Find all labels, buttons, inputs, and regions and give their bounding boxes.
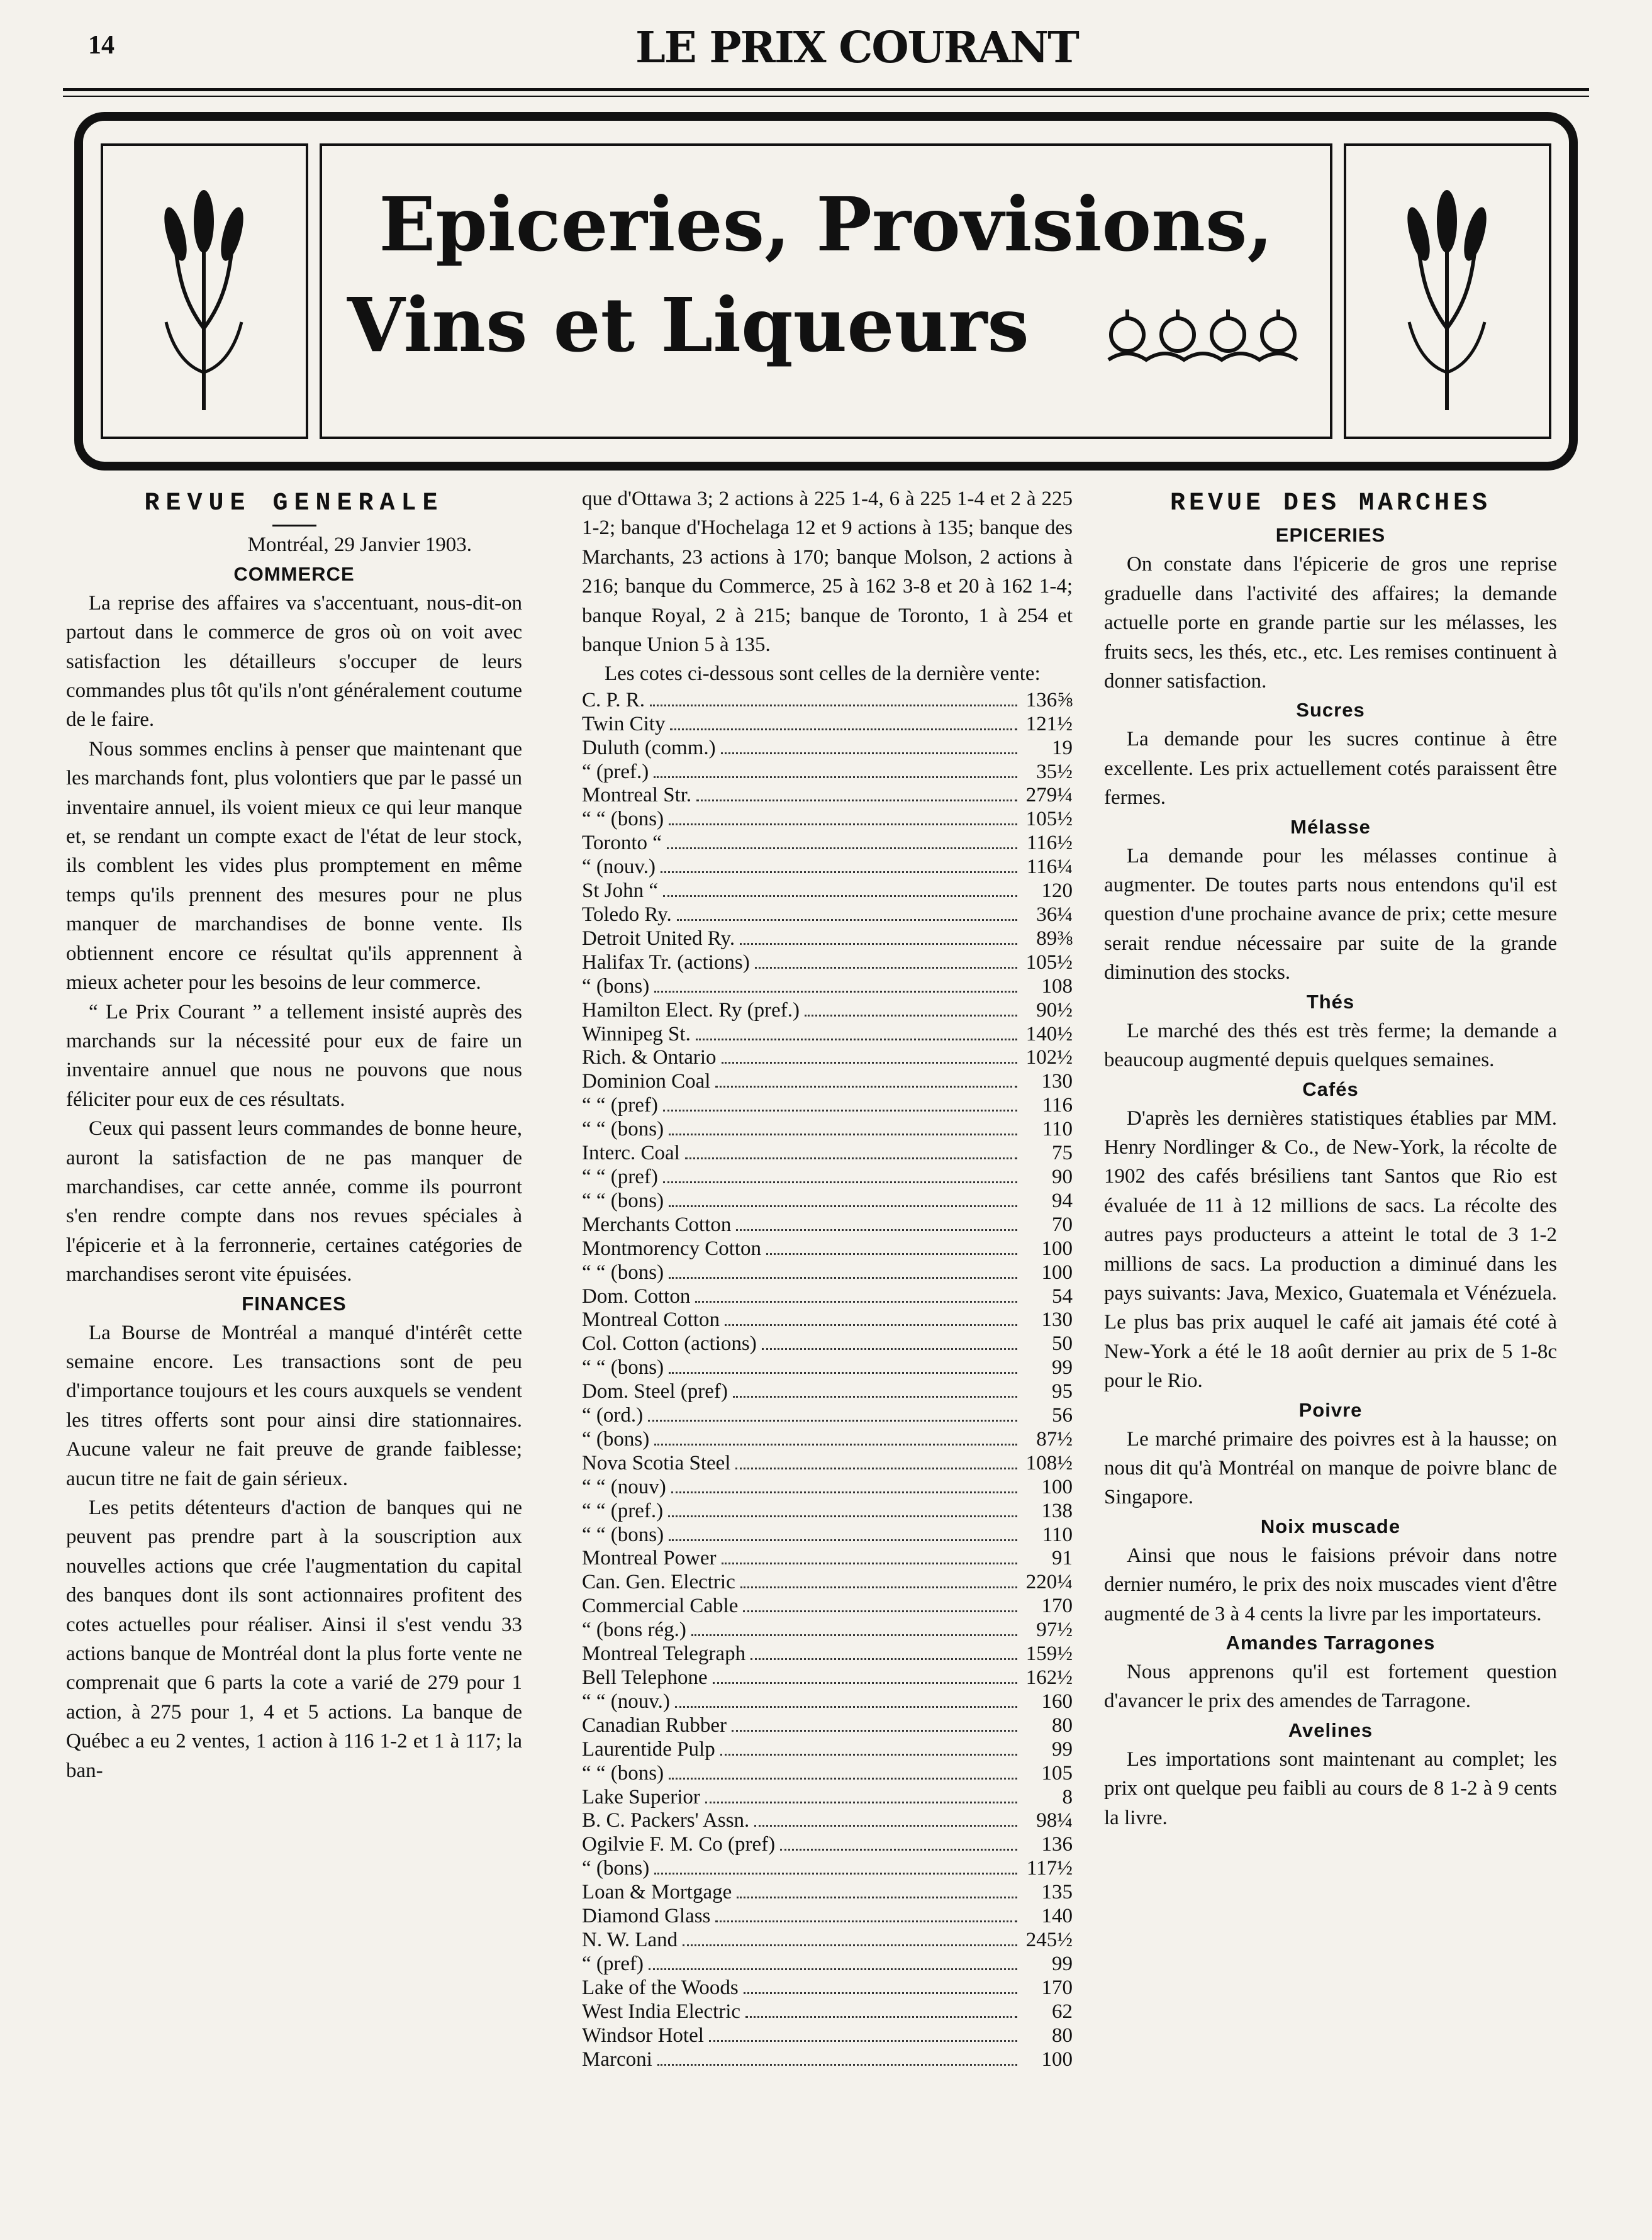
dot-leader — [654, 776, 1017, 778]
quote-row — [582, 761, 1073, 784]
dot-leader — [740, 943, 1017, 945]
quote-row — [582, 1380, 1073, 1404]
quote-value: 160 — [1041, 1690, 1073, 1713]
quote-name: “ “ (pref.) — [582, 1499, 664, 1522]
quote-name: “ “ (bons) — [582, 1261, 664, 1284]
dot-leader — [755, 967, 1017, 969]
quote-value: 98¼ — [1036, 1809, 1073, 1832]
market-section-title: Mélasse — [1290, 815, 1371, 838]
quote-value: 70 — [1052, 1213, 1073, 1236]
market-section-title: Amandes Tarragones — [1225, 1632, 1436, 1654]
quote-name: “ (bons rég.) — [582, 1619, 686, 1642]
quote-value: 89⅜ — [1036, 927, 1073, 950]
quote-name: Duluth (comm.) — [582, 736, 716, 759]
market-section-title: Sucres — [1296, 699, 1365, 722]
quote-value: 279¼ — [1025, 784, 1073, 807]
quote-name: “ “ (pref) — [582, 1094, 658, 1117]
quote-value: 116¼ — [1026, 855, 1073, 879]
dot-leader — [654, 1873, 1017, 1875]
quote-row — [582, 1666, 1073, 1690]
quote-name: Halifax Tr. (actions) — [582, 950, 750, 974]
commerce-paragraph: Nous sommes enclins à penser que maintenant que les marchands font, plus volontiers que par le passé un inventaire annuel, ils voient mieux ce qui leur manque et, se rendant un compte exact de l'état de leur stock, ils comblent les vides plus promptement en même temps qu'ils prennent des mesures pour ne plus manquer de marchandises de bonne vente. Ils obtiennent encore ce résultat qu'ils apprennent à mieux acheter pour les besoins de leur commerce. — [66, 737, 522, 995]
dot-leader — [650, 705, 1017, 706]
market-section-text: Le marché des thés est très ferme; la demande a beaucoup augmenté depuis quelques semaines. — [1104, 1019, 1557, 1072]
market-section-text: Nous apprenons qu'il est fortement question d'avancer le prix des amendes de Tarragone. — [1104, 1661, 1557, 1713]
quote-name: “ (nouv.) — [582, 855, 656, 879]
quote-value: 94 — [1052, 1189, 1073, 1212]
quote-row — [582, 1094, 1073, 1118]
quote-name: Bell Telephone — [582, 1666, 708, 1689]
quote-row — [582, 975, 1073, 999]
quote-row — [582, 879, 1073, 903]
market-section-text: La demande pour les sucres continue à être excellente. Les prix actuellement cotés paraissent être fermes. — [1104, 728, 1557, 810]
quote-name: “ (ord.) — [582, 1404, 644, 1427]
quote-value: 220¼ — [1025, 1571, 1073, 1594]
page-number: 14 — [88, 31, 114, 60]
dot-leader — [671, 1491, 1017, 1493]
quote-name: “ (pref.) — [582, 760, 649, 783]
market-section-title: Thés — [1306, 990, 1355, 1013]
quote-value: 100 — [1041, 1261, 1073, 1284]
quote-value: 140 — [1041, 1905, 1073, 1928]
quote-row — [582, 784, 1073, 808]
quote-name: Rich. & Ontario — [582, 1046, 717, 1069]
quote-value: 100 — [1041, 2048, 1073, 2071]
dot-leader — [695, 1301, 1017, 1303]
quote-row — [582, 2048, 1073, 2072]
quote-name: Merchants Cotton — [582, 1213, 732, 1236]
quote-value: 170 — [1041, 1976, 1073, 1999]
quote-value: 120 — [1041, 879, 1073, 903]
market-sections — [1104, 696, 1557, 1832]
quote-value: 19 — [1052, 736, 1073, 759]
quote-value: 50 — [1052, 1332, 1073, 1356]
quote-row — [582, 689, 1073, 713]
quote-row — [582, 1809, 1073, 1833]
quote-name: “ “ (bons) — [582, 1761, 664, 1785]
market-section-title: Noix muscade — [1260, 1515, 1401, 1537]
quote-name: N. W. Land — [582, 1928, 678, 1951]
dot-leader — [663, 895, 1017, 897]
quote-name: “ “ (bons) — [582, 1189, 664, 1212]
quote-name: Detroit United Ry. — [582, 927, 735, 950]
dot-leader — [743, 1610, 1017, 1612]
quote-value: 136⅝ — [1025, 688, 1073, 711]
dot-leader — [709, 2040, 1017, 2042]
dot-leader — [683, 1944, 1017, 1946]
quote-value: 99 — [1052, 1737, 1073, 1761]
quote-name: Lake of the Woods — [582, 1976, 739, 1999]
header-rule-thin — [63, 96, 1589, 97]
quote-row — [582, 1524, 1073, 1547]
quote-value: 95 — [1052, 1380, 1073, 1403]
quote-row — [582, 1881, 1073, 1905]
dot-leader — [675, 1706, 1017, 1708]
commerce-heading: COMMERCE — [233, 562, 355, 585]
quote-value: 117½ — [1026, 1857, 1073, 1880]
dot-leader — [720, 1754, 1017, 1756]
market-section-text: Le marché primaire des poivres est à la hausse; on nous dit qu'à Montréal on manque de poivre blanc de Singapore. — [1104, 1427, 1557, 1509]
quote-value: 90½ — [1036, 998, 1073, 1022]
quote-row — [582, 1953, 1073, 1976]
market-section-text: D'après les dernières statistiques établies par MM. Henry Nordlinger & Co., de New-York, la récolte de 1902 des cafés brésiliens tant Santos que Rio est évaluée de 11 à 12 millions de sacs. La récolte des autres pays producteurs a atteint le total de 3 1-2 millions de sacs. La production a diminué dans les pays suivants: Java, Mexico, Guatemala et Vénézuela. Le plus bas prix auquel le café ait jamais été coté à New-York a été le 18 août dernier au prix de 5 1-8c pour le Rio. — [1104, 1106, 1557, 1393]
quote-name: Dom. Steel (pref) — [582, 1380, 728, 1403]
quote-row — [582, 1166, 1073, 1190]
dot-leader — [766, 1253, 1017, 1255]
quote-value: 102½ — [1025, 1046, 1073, 1069]
quote-value: 138 — [1041, 1499, 1073, 1522]
quote-name: “ “ (bons) — [582, 808, 664, 831]
dot-leader — [736, 1229, 1017, 1231]
quote-name: Laurentide Pulp — [582, 1737, 715, 1761]
quote-value: 105 — [1041, 1761, 1073, 1785]
dot-leader — [696, 800, 1017, 801]
banner-title-line1: Epiceries, Provisions, — [379, 181, 1273, 268]
market-section-text: Les importations sont maintenant au complet; les prix ont quelque peu faibli au cours de 8 1-2 à 9 cents la livre. — [1104, 1747, 1557, 1829]
quote-row — [582, 999, 1073, 1023]
quote-value: 135 — [1041, 1881, 1073, 1904]
quote-value: 105½ — [1025, 808, 1073, 831]
quote-value: 170 — [1041, 1595, 1073, 1618]
quote-row — [582, 1476, 1073, 1500]
quote-name: Montreal Cotton — [582, 1308, 720, 1332]
dateline: Montréal, 29 Janvier 1903. — [247, 533, 472, 557]
dot-leader — [715, 1920, 1017, 1922]
revue-generale-heading: REVUE GENERALE — [144, 489, 444, 518]
wheat-icon — [1384, 165, 1510, 416]
dot-leader — [663, 1181, 1017, 1183]
quote-row — [582, 1261, 1073, 1285]
quote-row — [582, 1237, 1073, 1261]
dot-leader — [715, 1086, 1017, 1088]
quote-row — [582, 1213, 1073, 1237]
dot-leader — [667, 847, 1017, 849]
quote-value: 97½ — [1036, 1619, 1073, 1642]
dot-leader — [735, 1468, 1017, 1469]
quote-row — [582, 1547, 1073, 1571]
quote-name: Col. Cotton (actions) — [582, 1332, 757, 1356]
commerce-paragraph: La reprise des affaires va s'accentuant, nous-dit-on partout dans le commerce de gros où on voit avec satisfaction les détailleurs s'occuper de leurs commandes plus tôt qu'ils n'ont généralement coutume de le faire. — [66, 591, 522, 732]
dot-leader — [737, 1897, 1017, 1898]
quote-row — [582, 832, 1073, 855]
market-section-title: Avelines — [1288, 1719, 1373, 1741]
quote-value: 116½ — [1026, 832, 1073, 855]
dot-leader — [669, 1539, 1017, 1541]
quote-value: 130 — [1041, 1308, 1073, 1332]
quote-name: Hamilton Elect. Ry (pref.) — [582, 998, 800, 1022]
quote-name: “ (bons) — [582, 1857, 650, 1880]
dot-leader — [762, 1348, 1017, 1350]
quote-row — [582, 808, 1073, 832]
quote-value: 90 — [1052, 1165, 1073, 1188]
quote-value: 245½ — [1025, 1928, 1073, 1951]
quote-name: “ “ (nouv) — [582, 1475, 666, 1498]
dot-leader — [722, 1062, 1017, 1064]
quote-name: “ (bons) — [582, 1427, 650, 1451]
finances-paragraph: Les petits détenteurs d'action de banques qui ne peuvent pas prendre part à la souscription aux nouvelles actions que crée l'augmentation du capital des banques dont ils sont actionnaires profitent des cotes actuelles pour réaliser. Ainsi il s'est vendu 33 actions banque de Montréal dont la plus forte vente ne comprenait que 6 parts la cote a varié de 279 pour 1 action, à 275 pour 1, 4 et 5 actions. La banque de Québec a eu 2 ventes, 1 action à 116 1-2 et 1 à 117; la ban- — [66, 1496, 522, 1782]
quote-value: 36¼ — [1036, 903, 1073, 926]
quote-name: Diamond Glass — [582, 1905, 711, 1928]
quote-row — [582, 1690, 1073, 1714]
quote-name: Toronto “ — [582, 832, 662, 855]
wheat-icon — [141, 165, 267, 416]
dot-leader — [713, 1682, 1017, 1684]
dot-leader — [805, 1015, 1017, 1017]
dot-leader — [661, 871, 1017, 873]
dot-leader — [685, 1157, 1017, 1159]
dot-leader — [649, 1968, 1017, 1970]
quote-name: West India Electric — [582, 2000, 741, 2023]
dot-leader — [669, 1277, 1017, 1279]
quote-row — [582, 1786, 1073, 1810]
quote-row — [582, 1118, 1073, 1142]
quote-name: C. P. R. — [582, 688, 645, 711]
dot-leader — [732, 1730, 1017, 1732]
masthead-title: LE PRIX COURANT — [635, 23, 1078, 73]
dot-leader — [780, 1849, 1017, 1851]
quote-value: 8 — [1062, 1785, 1073, 1808]
dot-leader — [668, 1515, 1017, 1517]
stock-quotes-list — [582, 689, 1073, 2072]
dot-leader — [721, 752, 1017, 754]
quote-value: 100 — [1041, 1475, 1073, 1498]
quote-row — [582, 1905, 1073, 1929]
middle-column — [582, 484, 1073, 2071]
quote-name: “ “ (bons) — [582, 1523, 664, 1546]
quote-row — [582, 1833, 1073, 1857]
quote-value: 87½ — [1036, 1427, 1073, 1451]
quote-name: Canadian Rubber — [582, 1713, 727, 1737]
quote-row — [582, 927, 1073, 951]
quote-row — [582, 1308, 1073, 1332]
quote-row — [582, 1714, 1073, 1738]
heading-divider — [272, 525, 316, 527]
quote-value: 162½ — [1025, 1666, 1073, 1689]
quote-name: Montreal Telegraph — [582, 1642, 746, 1666]
quote-name: “ (bons) — [582, 974, 650, 998]
dot-leader — [648, 1420, 1017, 1422]
dot-leader — [677, 919, 1017, 921]
quote-row — [582, 1976, 1073, 2000]
dot-leader — [754, 1825, 1017, 1827]
dot-leader — [745, 2016, 1017, 2018]
quote-value: 54 — [1052, 1284, 1073, 1308]
commerce-paragraph: “ Le Prix Courant ” a tellement insisté auprès des marchands sur la nécessité pour eux de faire un inventaire annuel que nous ne pouvons que nous féliciter pour eux de ces résultats. — [66, 1000, 522, 1111]
quote-value: 99 — [1052, 1952, 1073, 1975]
quote-name: Ogilvie F. M. Co (pref) — [582, 1833, 776, 1856]
quote-value: 62 — [1052, 2000, 1073, 2023]
market-section-text: Ainsi que nous le faisions prévoir dans notre dernier numéro, le prix des noix muscades vient d'être augmenté de 3 à 4 cents la livre par les importateurs. — [1104, 1544, 1557, 1625]
dot-leader — [744, 1992, 1017, 1994]
quotes-intro: Les cotes ci-dessous sont celles de la dernière vente: — [605, 662, 1041, 686]
quote-name: Commercial Cable — [582, 1595, 739, 1618]
quote-value: 105½ — [1025, 950, 1073, 974]
quote-value: 80 — [1052, 1713, 1073, 1737]
dot-leader — [670, 728, 1017, 730]
quote-name: Twin City — [582, 712, 666, 735]
quote-value: 140½ — [1025, 1022, 1073, 1045]
quote-row — [582, 951, 1073, 975]
revue-des-marches-heading: REVUE DES MARCHES — [1169, 489, 1492, 518]
quote-value: 99 — [1052, 1356, 1073, 1379]
quote-name: Dominion Coal — [582, 1070, 711, 1093]
dot-leader — [725, 1324, 1017, 1326]
quote-value: 130 — [1041, 1070, 1073, 1093]
epiceries-heading: EPICERIES — [1275, 524, 1386, 547]
quote-row — [582, 1642, 1073, 1666]
dot-leader — [722, 1563, 1017, 1564]
market-section-title: Cafés — [1302, 1078, 1359, 1100]
quote-name: “ “ (bons) — [582, 1356, 664, 1379]
quote-row — [582, 1023, 1073, 1047]
epiceries-intro: On constate dans l'épicerie de gros une reprise graduelle dans l'activité des affaires; la demande actuelle porte en grande partie sur les mélasses, les fruits secs, les thés, etc., etc. Les remises continuent à donner satisfaction. — [1104, 553, 1557, 693]
quote-value: 91 — [1052, 1547, 1073, 1570]
quote-value: 80 — [1052, 2024, 1073, 2047]
quote-value: 116 — [1042, 1094, 1073, 1117]
quote-name: Toledo Ry. — [582, 903, 672, 926]
quote-row — [582, 1142, 1073, 1166]
section-banner — [74, 112, 1578, 471]
finances-heading: FINANCES — [242, 1292, 347, 1315]
quote-value: 100 — [1041, 1237, 1073, 1260]
quote-value: 121½ — [1025, 712, 1073, 735]
quote-name: “ “ (nouv.) — [582, 1690, 670, 1713]
dot-leader — [691, 1634, 1017, 1636]
market-section-title: Poivre — [1298, 1398, 1363, 1421]
quote-row — [582, 1738, 1073, 1762]
quote-value: 56 — [1052, 1404, 1073, 1427]
dot-leader — [669, 1372, 1017, 1374]
quote-row — [582, 1285, 1073, 1309]
quote-row — [582, 1332, 1073, 1356]
quote-value: 110 — [1042, 1118, 1073, 1141]
ornament-icon — [1102, 303, 1310, 372]
dot-leader — [669, 823, 1017, 825]
quote-row — [582, 903, 1073, 927]
quote-row — [582, 713, 1073, 737]
market-section-text: La demande pour les mélasses continue à augmenter. De toutes parts nous entendons qu'il est question d'une prochaine avance de prix; cette mesure serait rendue nécessaire par suite de la grande diminution des stocks. — [1104, 844, 1557, 984]
quote-name: Montreal Str. — [582, 784, 692, 807]
header-rule-thick — [63, 88, 1589, 91]
quote-row — [582, 1619, 1073, 1642]
quote-name: B. C. Packers' Assn. — [582, 1809, 750, 1832]
quote-row — [582, 1428, 1073, 1452]
dot-leader — [654, 991, 1017, 993]
quote-name: Lake Superior — [582, 1785, 700, 1808]
dot-leader — [696, 1039, 1017, 1040]
quote-row — [582, 1857, 1073, 1881]
quote-name: Can. Gen. Electric — [582, 1571, 735, 1594]
dot-leader — [740, 1586, 1017, 1588]
quote-row — [582, 1500, 1073, 1524]
quote-row — [582, 1190, 1073, 1213]
quote-row — [582, 1046, 1073, 1070]
quote-row — [582, 737, 1073, 761]
quote-row — [582, 1404, 1073, 1428]
quote-name: Marconi — [582, 2048, 652, 2071]
quote-value: 75 — [1052, 1142, 1073, 1165]
banner-right-panel — [1344, 143, 1551, 439]
banner-title-line2: Vins et Liqueurs — [347, 281, 1029, 369]
quote-row — [582, 1356, 1073, 1380]
dot-leader — [751, 1658, 1017, 1660]
banner-title-panel — [320, 143, 1332, 439]
banner-left-panel — [101, 143, 308, 439]
quote-name: “ “ (bons) — [582, 1118, 664, 1141]
quote-row — [582, 1762, 1073, 1786]
quote-row — [582, 2000, 1073, 2024]
quote-row — [582, 1929, 1073, 1953]
right-column — [1104, 484, 1557, 1832]
quote-name: Dom. Cotton — [582, 1284, 691, 1308]
quote-row — [582, 1070, 1073, 1094]
quote-name: Loan & Mortgage — [582, 1881, 732, 1904]
quote-name: Windsor Hotel — [582, 2024, 704, 2047]
quote-name: Nova Scotia Steel — [582, 1451, 731, 1474]
dot-leader — [669, 1778, 1017, 1780]
quote-name: “ “ (pref) — [582, 1165, 658, 1188]
quote-name: Montmorency Cotton — [582, 1237, 762, 1260]
commerce-paragraph: Ceux qui passent leurs commandes de bonne heure, auront la satisfaction de ne pas manquer de marchandises, car cette année, comme ils pourront s'en rendre compte dans nos revues spéciales à l'épicerie et à la ferronnerie, certaines catégories de marchandises seront vite épuisées. — [66, 1117, 522, 1286]
quote-row — [582, 855, 1073, 879]
quote-value: 35½ — [1036, 760, 1073, 783]
dot-leader — [654, 1444, 1017, 1446]
quote-value: 136 — [1041, 1833, 1073, 1856]
dot-leader — [663, 1110, 1017, 1112]
dot-leader — [705, 1802, 1017, 1803]
dot-leader — [669, 1205, 1017, 1207]
quote-name: Interc. Coal — [582, 1142, 680, 1165]
left-column — [66, 484, 522, 1785]
quote-value: 108½ — [1025, 1451, 1073, 1474]
quote-row — [582, 1595, 1073, 1619]
quote-row — [582, 1452, 1073, 1476]
quote-row — [582, 2024, 1073, 2048]
finances-continuation: que d'Ottawa 3; 2 actions à 225 1-4, 6 à 225 1-4 et 2 à 225 1-2; banque d'Hochelaga 12 et 9 actions à 135; banque des Marchants, 23 actions à 170; banque Molson, 2 actions à 216; banque du Commerce, 25 à 162 3-8 et 20 à 162 1-4; banque Royal, 2 à 215; banque de Toronto, 1 à 254 et banque Union 5 à 135. — [582, 488, 1073, 657]
dot-leader — [669, 1134, 1017, 1135]
quote-name: Montreal Power — [582, 1547, 717, 1570]
dot-leader — [733, 1396, 1017, 1398]
quote-name: St John “ — [582, 879, 659, 903]
quote-value: 159½ — [1025, 1642, 1073, 1666]
finances-paragraph: La Bourse de Montréal a manqué d'intérêt cette semaine encore. Les transactions sont de peu d'importance toujours et les cours auxquels se vendent les titres offerts sont pour ainsi dire stationnaires. Aucune valeur ne fait preuve de grande faiblesse; aucun titre ne fait de gain sérieux. — [66, 1321, 522, 1490]
quote-row — [582, 1571, 1073, 1595]
quote-value: 110 — [1042, 1523, 1073, 1546]
dot-leader — [657, 2064, 1017, 2066]
quote-name: Winnipeg St. — [582, 1022, 691, 1045]
quote-value: 108 — [1041, 974, 1073, 998]
quote-name: “ (pref) — [582, 1952, 644, 1975]
